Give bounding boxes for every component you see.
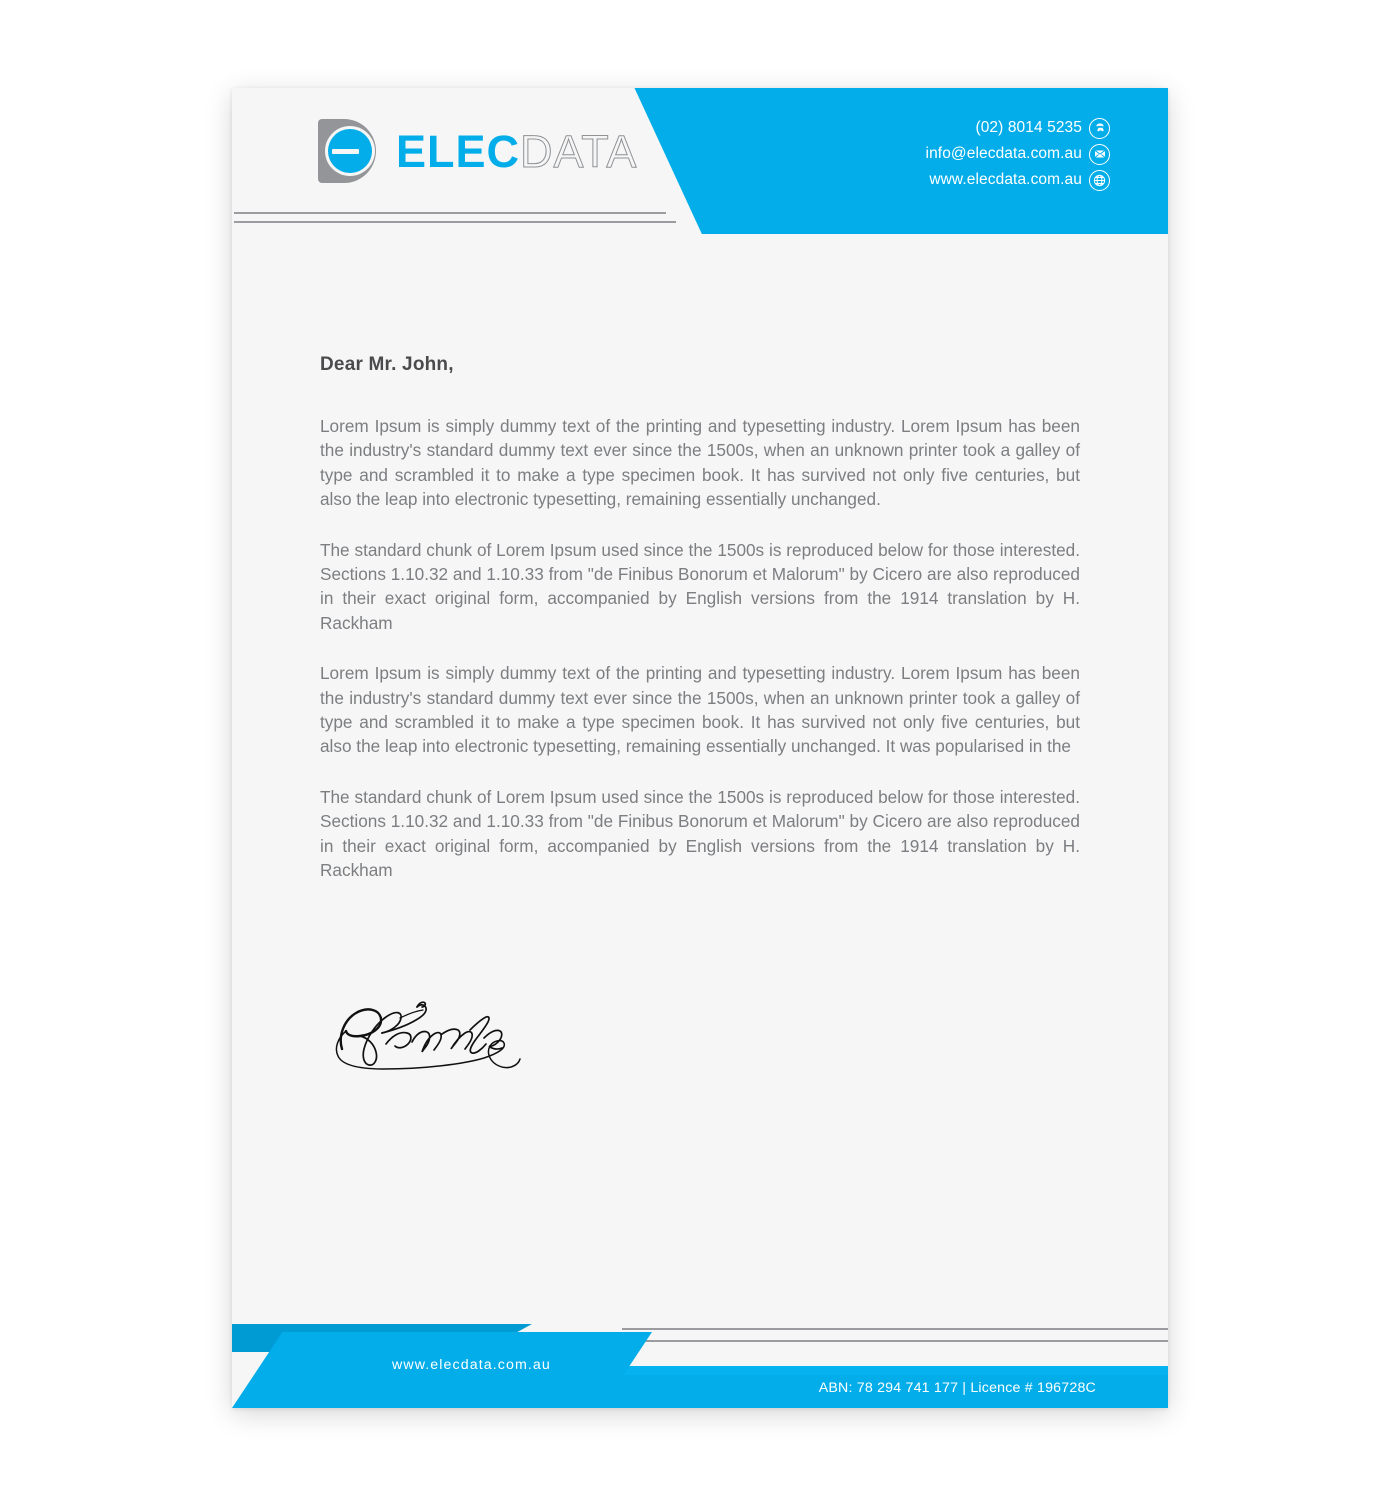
elecdata-mark-icon [312, 116, 382, 186]
logo-wordmark-primary: ELEC [396, 125, 521, 177]
header-divider-line-top [234, 212, 666, 214]
footer-divider-line-top [622, 1328, 1168, 1330]
envelope-icon [1089, 144, 1110, 165]
letter-paragraph: The standard chunk of Lorem Ipsum used since the 1500s is reproduced below for those interested. Sections 1.10.32 and 1.10.33 from "de Finibus Bonorum et Malorum" by Cicero are also reproduced in their exact original form, accompanied by English versions from the 1914 translation by H. Rackham [320, 786, 1080, 881]
contact-email-label: info@elecdata.com.au [925, 145, 1082, 162]
company-logo [312, 116, 637, 186]
footer-website-label[interactable]: www.elecdata.com.au [392, 1357, 551, 1373]
phone-icon [1089, 118, 1110, 139]
contact-website[interactable] [926, 167, 1110, 193]
header-divider-line-bottom [234, 221, 676, 223]
footer-divider-line-bottom [630, 1340, 1168, 1342]
letterhead-header [232, 88, 1168, 234]
signature [324, 986, 534, 1086]
footer-legal-label: ABN: 78 294 741 177 | Licence # 196728C [818, 1380, 1096, 1396]
letterhead-page [232, 88, 1168, 1408]
contact-email[interactable] [926, 141, 1110, 167]
footer-right-blue-bar-highlight [592, 1366, 1168, 1375]
globe-icon [1089, 170, 1110, 191]
logo-wordmark-secondary: DATA [520, 125, 638, 177]
letterhead-footer [232, 1318, 1168, 1408]
contact-phone-label: (02) 8014 5235 [975, 119, 1082, 136]
letter-paragraph: The standard chunk of Lorem Ipsum used since the 1500s is reproduced below for those interested. Sections 1.10.32 and 1.10.33 from "de Finibus Bonorum et Malorum" by Cicero are also reproduced in their exact original form, accompanied by English versions from the 1914 translation by H. Rackham [320, 539, 1080, 633]
letter-greeting: Dear Mr. John, [320, 354, 454, 375]
contact-website-label: www.elecdata.com.au [929, 171, 1082, 188]
logo-inner-bar [332, 149, 359, 154]
contact-phone[interactable] [926, 115, 1110, 141]
logo-wordmark [396, 125, 638, 177]
letter-paragraph: Lorem Ipsum is simply dummy text of the printing and typesetting industry. Lorem Ipsum has been the industry's standard dummy text ever since the 1500s, when an unknown printer took a galley of type and scrambled it to make a type specimen book. It has survived not only five centuries, but also the leap into electronic typesetting, remaining essentially unchanged. It was popularised in the [320, 663, 1080, 757]
letter-paragraph: Lorem Ipsum is simply dummy text of the printing and typesetting industry. Lorem Ipsum has been the industry's standard dummy text ever since the 1500s, when an unknown printer took a galley of type and scrambled it to make a type specimen book. It has survived not only five centuries, but also the leap into electronic typesetting, remaining essentially unchanged. [320, 416, 1080, 510]
letter-body [320, 354, 1080, 883]
header-contact-list [926, 115, 1110, 193]
